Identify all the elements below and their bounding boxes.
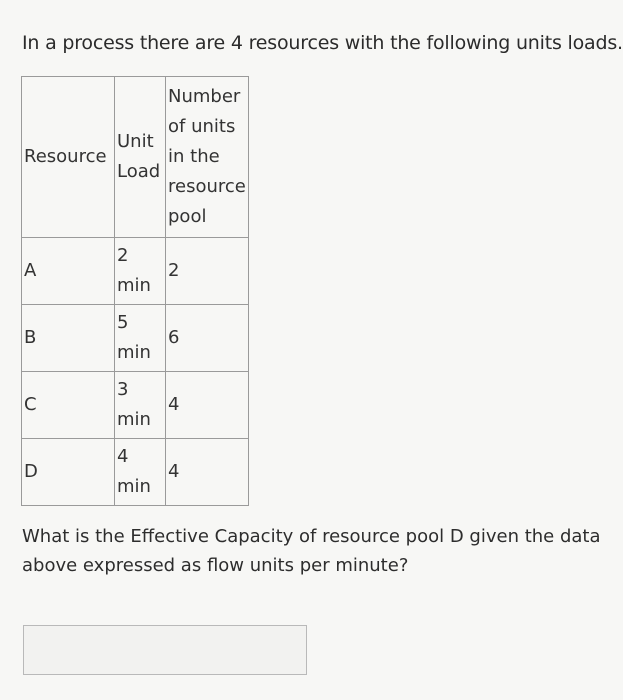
table-row: [22, 439, 249, 506]
header-pool-line: Number: [168, 86, 241, 107]
cell-resource: D: [22, 439, 115, 506]
cell-unit-load: [115, 305, 166, 372]
unit-load-unit: min: [117, 409, 151, 430]
cell-pool-size: 6: [166, 305, 249, 372]
unit-load-unit: min: [117, 342, 151, 363]
header-pool-line: in the: [168, 146, 220, 167]
intro-text: In a process there are 4 resources with the following units loads.: [22, 32, 623, 54]
table-row: [22, 372, 249, 439]
header-pool-size: [166, 77, 249, 238]
header-resource: Resource: [22, 77, 115, 238]
unit-load-unit: min: [117, 476, 151, 497]
question-text: What is the Effective Capacity of resource pool D given the data above expressed as flow units per minute?: [22, 526, 601, 576]
header-pool-line: pool: [168, 206, 207, 227]
cell-resource: C: [22, 372, 115, 439]
cell-resource: A: [22, 238, 115, 305]
unit-load-value: 4: [117, 446, 129, 467]
unit-load-value: 2: [117, 245, 129, 266]
header-pool-line: of units: [168, 116, 236, 137]
cell-pool-size: 2: [166, 238, 249, 305]
unit-load-unit: min: [117, 275, 151, 296]
cell-unit-load: [115, 372, 166, 439]
resource-table: [21, 76, 249, 506]
cell-unit-load: [115, 439, 166, 506]
answer-input[interactable]: [23, 625, 307, 675]
cell-pool-size: 4: [166, 439, 249, 506]
cell-resource: B: [22, 305, 115, 372]
header-unit-load-line: Load: [117, 161, 161, 182]
header-unit-load: [115, 77, 166, 238]
unit-load-value: 5: [117, 312, 129, 333]
table-row: [22, 305, 249, 372]
header-pool-line: resource: [168, 176, 246, 197]
cell-unit-load: [115, 238, 166, 305]
header-unit-load-line: Unit: [117, 131, 154, 152]
table-row: [22, 238, 249, 305]
cell-pool-size: 4: [166, 372, 249, 439]
unit-load-value: 3: [117, 379, 129, 400]
table-header-row: [22, 77, 249, 238]
